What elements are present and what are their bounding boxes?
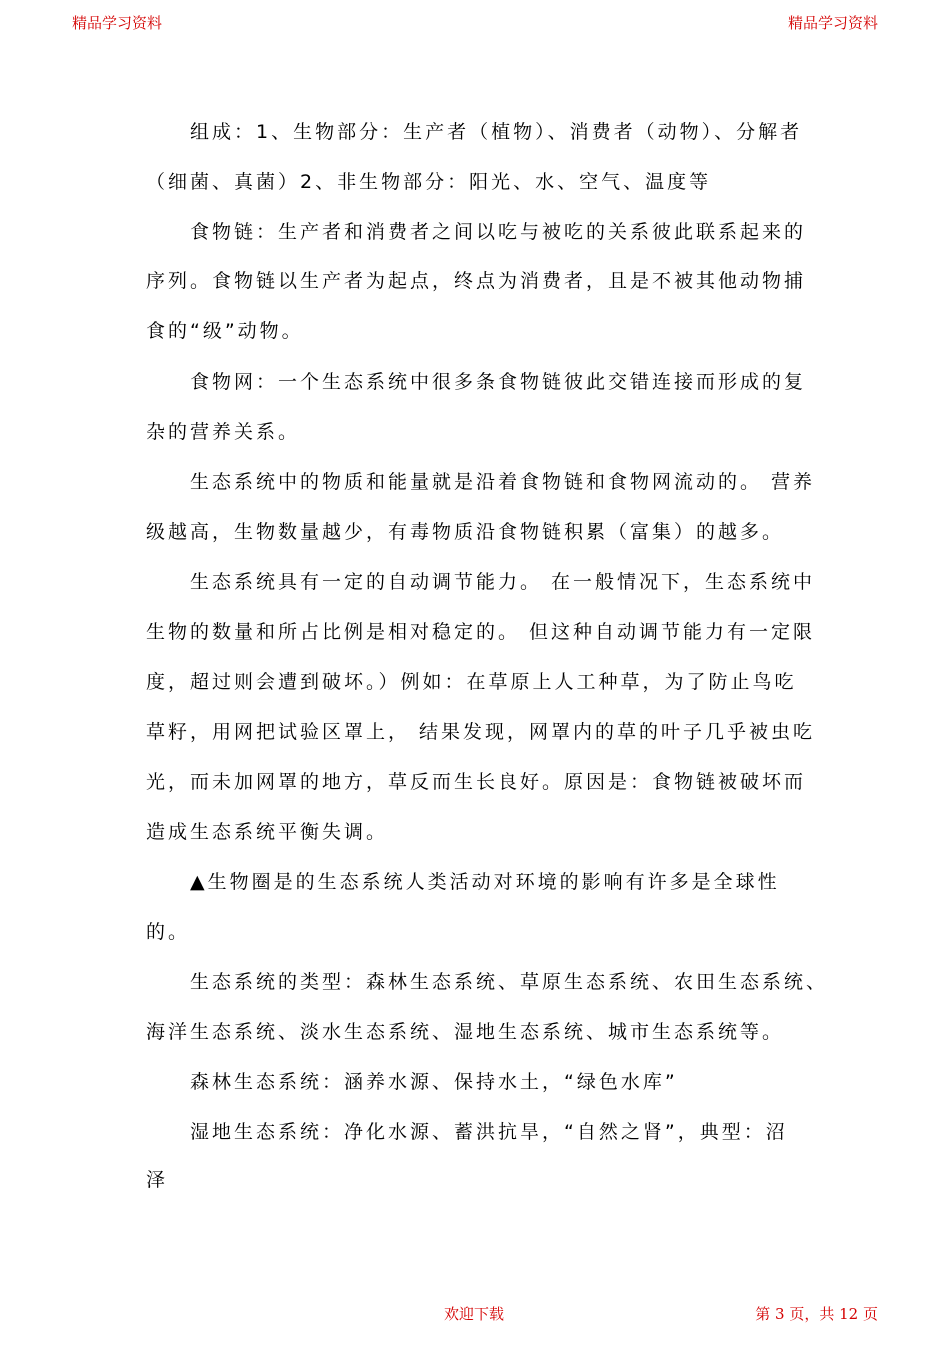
paragraph-line: 泽 [146, 1169, 169, 1191]
paragraph-line: 食物链：生产者和消费者之间以吃与被吃的关系彼此联系起来的 [190, 221, 807, 243]
header-right-label: 精品学习资料 [787, 14, 878, 32]
paragraph-line: 食的“级”动物。 [146, 320, 304, 342]
paragraph-line: 生物的数量和所占比例是相对稳定的。 但这种自动调节能力有一定限 [146, 621, 816, 643]
paragraph-line: 光，而未加网罩的地方，草反而生长良好。原因是：食物链被破坏而 [146, 771, 807, 793]
footer-page-number: 第 3 页，共 12 页 [755, 1305, 878, 1323]
paragraph-line: 生态系统具有一定的自动调节能力。 在一般情况下，生态系统中 [190, 571, 816, 593]
paragraph-line: 序列。食物链以生产者为起点，终点为消费者，且是不被其他动物捕 [146, 270, 807, 292]
paragraph-line: 级越高，生物数量越少，有毒物质沿食物链积累（富集）的越多。 [146, 521, 785, 543]
paragraph-line: ▲生物圈是的生态系统人类活动对环境的影响有许多是全球性 [190, 871, 780, 893]
paragraph-line: （细菌、真菌）2、非生物部分：阳光、水、空气、温度等 [146, 171, 712, 193]
paragraph-line: 造成生态系统平衡失调。 [146, 821, 389, 843]
paragraph-line: 的。 [146, 921, 191, 943]
paragraph-line: 生态系统的类型：森林生态系统、草原生态系统、农田生态系统、 [190, 971, 829, 993]
paragraph-line: 杂的营养关系。 [146, 421, 301, 443]
paragraph-line: 森林生态系统：涵养水源、保持水土，“绿色水库” [190, 1071, 678, 1093]
header-left-label: 精品学习资料 [72, 14, 163, 32]
paragraph-line: 度，超过则会遭到破坏。）例如：在草原上人工种草，为了防止鸟吃 [146, 671, 797, 693]
paragraph-line: 生态系统中的物质和能量就是沿着食物链和食物网流动的。 营养 [190, 471, 816, 493]
footer-download-label: 欢迎下载 [444, 1305, 505, 1323]
paragraph-line: 草籽，用网把试验区罩上， 结果发现，网罩内的草的叶子几乎被虫吃 [146, 721, 816, 743]
paragraph-line: 食物网：一个生态系统中很多条食物链彼此交错连接而形成的复 [190, 371, 807, 393]
paragraph-line: 组成：1、生物部分：生产者（植物）、消费者（动物）、分解者 [190, 121, 803, 143]
paragraph-line: 湿地生态系统：净化水源、蓄洪抗旱，“自然之肾”，典型：沼 [190, 1121, 788, 1143]
paragraph-line: 海洋生态系统、淡水生态系统、湿地生态系统、城市生态系统等。 [146, 1021, 785, 1043]
